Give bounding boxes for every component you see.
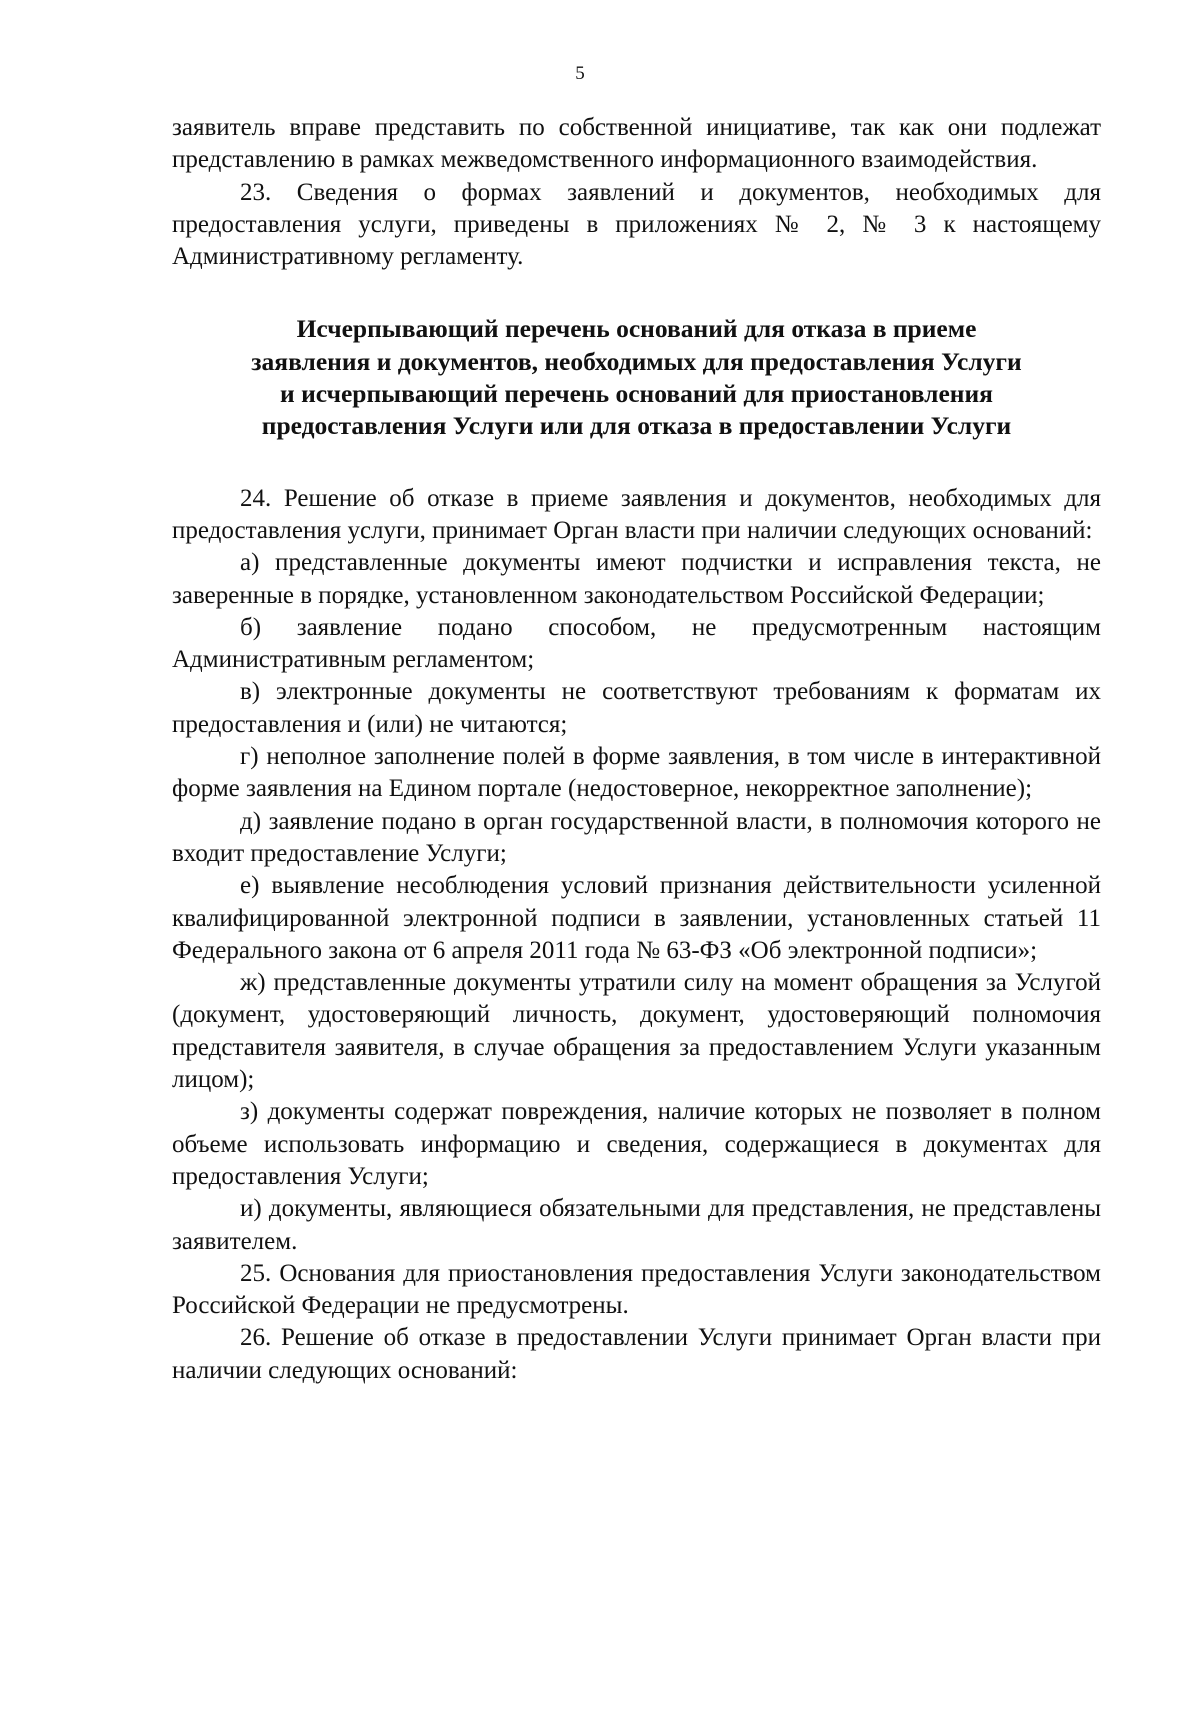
list-item-e: е) выявление несоблюдения условий признания действительности усиленной квалифицированной электронной подписи в заявлении, установленных статьей 11 Федерального закона от 6 апреля 2011 года № 63-ФЗ «Об электронной подписи»; [172,872,1101,964]
page-number: 5 [575,63,585,84]
list-item-i: и) документы, являющиеся обязательными для представления, не представлены заявителем. [172,1195,1101,1255]
section-heading-line: Исчерпывающий перечень оснований для отказа в приеме [296,314,977,344]
paragraph-24: 24. Решение об отказе в приеме заявления и документов, необходимых для предоставления услуги, принимает Орган власти при наличии следующих оснований: [172,484,1101,544]
list-item-z: з) документы содержат повреждения, наличие которых не позволяет в полном объеме использовать информацию и сведения, содержащиеся в документах для предоставления Услуги; [172,1098,1101,1190]
paragraph-25: 25. Основания для приостановления предоставления Услуги законодательством Российской Федерации не предусмотрены. [172,1259,1101,1320]
section-heading [172,313,1101,442]
list-item-zh: ж) представленные документы утратили силу на момент обращения за Услугой (документ, удостоверяющий личность, документ, удостоверяющий полномочия представителя заявителя, в случае обращения за предоставлением Услуги указанным лицом); [172,969,1101,1094]
document-body [172,112,1101,1387]
list-item-a: а) представленные документы имеют подчистки и исправления текста, не заверенные в порядке, установленном законодательством Российской Федерации; [172,549,1101,609]
list-item-d: д) заявление подано в орган государственной власти, в полномочия которого не входит предоставление Услуги; [172,807,1101,867]
list-item-b: б) заявление подано способом, не предусмотренным настоящим Административным регламентом; [172,613,1101,674]
paragraph-continuation: заявитель вправе представить по собственной инициативе, так как они подлежат представлению в рамках межведомственного информационного взаимодействия. [172,114,1101,174]
section-heading-line: заявления и документов, необходимых для предоставления Услуги [251,346,1022,376]
paragraph-26: 26. Решение об отказе в предоставлении Услуги принимает Орган власти при наличии следующих оснований: [172,1324,1101,1384]
paragraph-23: 23. Сведения о формах заявлений и документов, необходимых для предоставления услуги, приведены в приложениях № 2, № 3 к настоящему Административному регламенту. [172,178,1101,271]
section-heading-line: и исчерпывающий перечень оснований для приостановления [280,379,993,409]
list-item-g: г) неполное заполнение полей в форме заявления, в том числе в интерактивной форме заявления на Едином портале (недостоверное, некорректное заполнение); [172,743,1101,803]
section-heading-line: предоставления Услуги или для отказа в предоставлении Услуги [261,411,1012,441]
list-item-v: в) электронные документы не соответствуют требованиям к форматам их предоставления и (или) не читаются; [172,678,1101,738]
